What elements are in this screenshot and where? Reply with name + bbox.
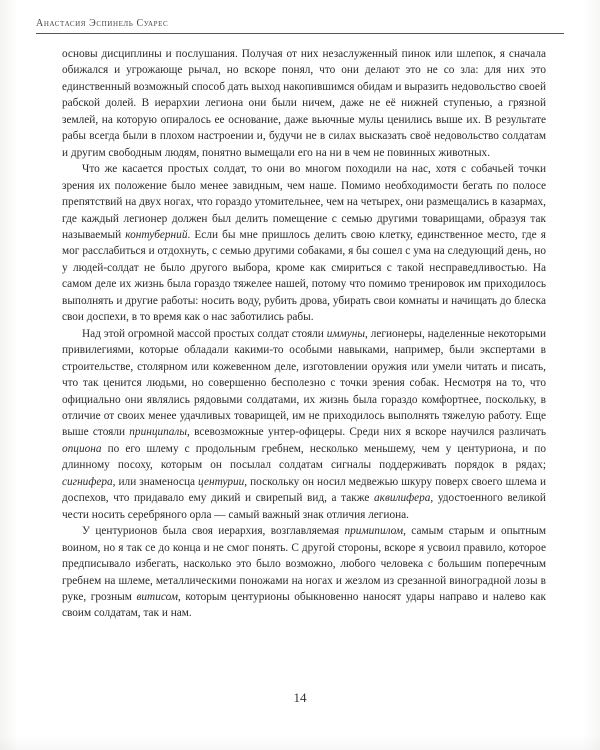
text-run: . Если бы мне пришлось делить свою клетку, единственное место, где я мог расслабиться и отдохнуть, с семью другими собаками, я бы сошел с ума на следующий день, но у людей-солдат не было другого выбора, кроме как смириться с такой несправедливостью. На самом деле их жизнь была гораздо тяжелее нашей, потому что помимо тренировок им приходилось выполнять и другие работы: носить воду, рубить дрова, убирать свои комнаты и начищать до блеска свои доспехи, в то время как о нас заботились рабы.: [62, 228, 546, 324]
text-run: , или знаменосца: [112, 475, 199, 488]
text-run: , удостоенного великой чести носить серебряного орла — самый важный знак отличия легиона.: [62, 492, 546, 521]
italic-term: опциона: [62, 442, 102, 455]
italic-term: принципалы: [129, 426, 187, 439]
text-run: по его шлему с продольным гребнем, несколько меньшему, чем у центуриона, и по длинному посоху, которым он посылал солдатам сигналы поддерживать порядок в рядах;: [62, 442, 546, 472]
italic-term: аквилифера: [374, 492, 431, 505]
text-run: , самым старым и опытным воином, но я так се до конца и не смог понять. С другой стороны, вскоре я усвоил правило, которое предписывало избегать, насколько это было возможно, любого человека с большим поперечным гребнем на шлеме, металлическими поножами на ногах и жезлом из срезанной виноградной лозы в руке, грозным: [62, 525, 546, 603]
text-run: , легионеры, наделенные некоторыми привилегиями, которые обладали какими-то особыми навыками, например, были экспертами в строительстве, столярном или кожевенном деле, изготовлении оружия или умели читать и писать, что так ценится людьми, но совершенно бесполезно с точки зрения собак. Несмотря на то, что официально они являлись рядовыми солдатами, их жизнь была гораздо комфортнее, поскольку, в отличие от своих менее удачливых товарищей, им не приходилось выполнять тяжелую работу. Еще выше стояли: [62, 327, 546, 439]
paragraph: [62, 46, 546, 161]
italic-term: сигнифера: [62, 475, 113, 488]
italic-term: иммуны: [326, 327, 366, 340]
italic-term: центурии: [198, 475, 245, 488]
italic-term: витисом: [136, 590, 179, 603]
paragraph: [62, 161, 546, 326]
text-run: У центурионов была своя иерархия, возглавляемая: [82, 525, 345, 538]
page-shadow: [0, 735, 600, 750]
page-number: 14: [293, 690, 307, 705]
body-text: [62, 46, 546, 622]
text-run: , поскольку он носил медвежью шкуру поверх своего шлема и доспехов, что придавало ему дикий и свирепый вид, а также: [62, 475, 546, 505]
italic-term: примипилом: [344, 525, 404, 538]
header-rule: [36, 33, 564, 34]
paragraph: [62, 326, 546, 523]
text-run: Что же касается простых солдат, то они во многом походили на нас, хотя с собачьей точки зрения их положение было менее завидным, чем наше. Помимо необходимости бегать по полосе препятствий на двух ногах, что гораздо утомительнее, чем на четырех, они размещались в казармах, где каждый легионер должен был делить помещение с семью другими товарищами, образуя так называемый: [62, 163, 546, 241]
running-head: Анастасия Эспинель Суарес: [36, 18, 169, 29]
text-run: Над этой огромной массой простых солдат стояли: [82, 327, 327, 340]
paragraph: [62, 523, 546, 622]
text-run: , которым центурионы обыкновенно наносят удары направо и налево как своим солдатам, так и нам.: [62, 590, 546, 620]
text-run: , всевозможные унтер-офицеры. Среди них я вскоре научился различать: [187, 426, 546, 439]
italic-term: контуберний: [125, 228, 188, 241]
text-run: основы дисциплины и послушания. Получая от них незаслуженный пинок или шлепок, я сначала обижался и угрожающе рычал, но вскоре понял, что они делают это не со зла: для них это единственный возможный способ дать выход накопившимся обидам и выразить недовольство своей рабской долей. В иерархии легиона они были ничем, даже не её нижней ступенью, а грязной землей, на которую опиралось ее основание, даже вьючные мулы ценились выше их. В результате рабы всегда были в плохом настроении и, будучи не в силах высказать своё недовольство солдатам и другим свободным людям, понятно вымещали его на ни в чем не повинных животных.: [62, 48, 546, 159]
